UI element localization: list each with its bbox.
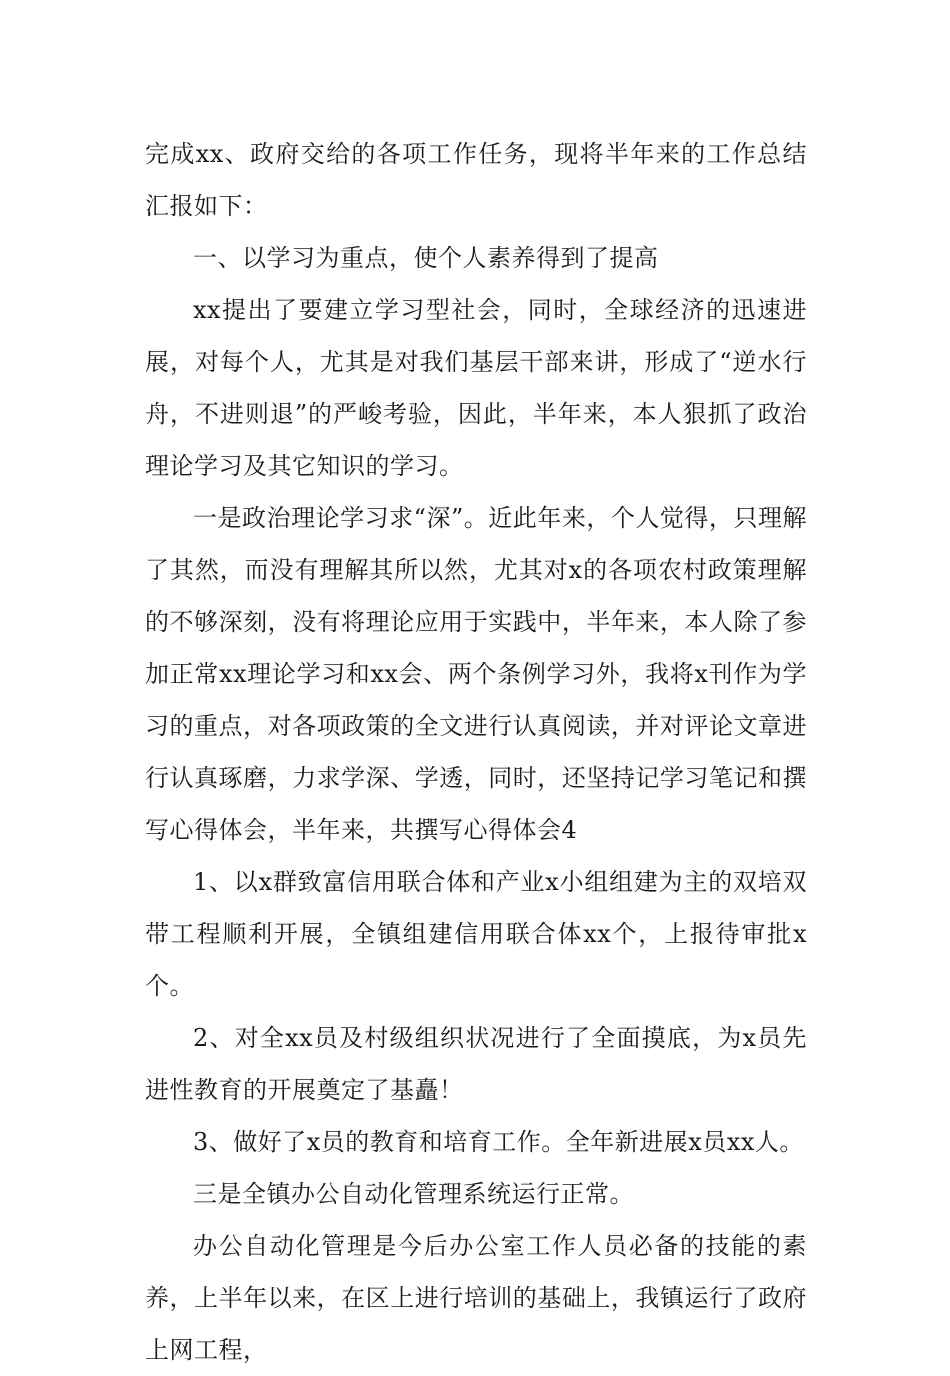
paragraph: 办公自动化管理是今后办公室工作人员必备的技能的素养，上半年以来，在区上进行培训的基础上，我镇运行了政府上网工程，	[145, 1232, 807, 1364]
list-item: 3、做好了x员的教育和培育工作。全年新进展x员xx人。	[193, 1128, 804, 1156]
list-item: 2、对全xx员及村级组织状况进行了全面摸底，为x员先进性教育的开展奠定了基矗！	[145, 1024, 807, 1104]
document-body	[145, 128, 807, 1376]
paragraph: 一是政治理论学习求“深”。近此年来，个人觉得，只理解了其然，而没有理解其所以然，尤其对x的各项农村政策理解的不够深刻，没有将理论应用于实践中，半年来，本人除了参加正常xx理论学习和xx会、两个条例学习外，我将x刊作为学习的重点，对各项政策的全文进行认真阅读，并对评论文章进行认真琢磨，力求学深、学透，同时，还坚持记学习笔记和撰写心得体会，半年来，共撰写心得体会4	[145, 504, 807, 844]
section-heading-study: 一、以学习为重点，使个人素养得到了提高	[193, 244, 659, 272]
paragraph-intro: 完成xx、政府交给的各项工作任务，现将半年来的工作总结汇报如下：	[145, 140, 807, 220]
list-item: 1、以x群致富信用联合体和产业x小组组建为主的双培双带工程顺利开展，全镇组建信用联合体xx个，上报待审批x个。	[145, 868, 807, 1000]
paragraph: xx提出了要建立学习型社会，同时，全球经济的迅速进展，对每个人，尤其是对我们基层干部来讲，形成了“逆水行舟，不进则退”的严峻考验，因此，半年来，本人狠抓了政治理论学习及其它知识的学习。	[145, 296, 807, 480]
paragraph: 三是全镇办公自动化管理系统运行正常。	[193, 1180, 634, 1208]
